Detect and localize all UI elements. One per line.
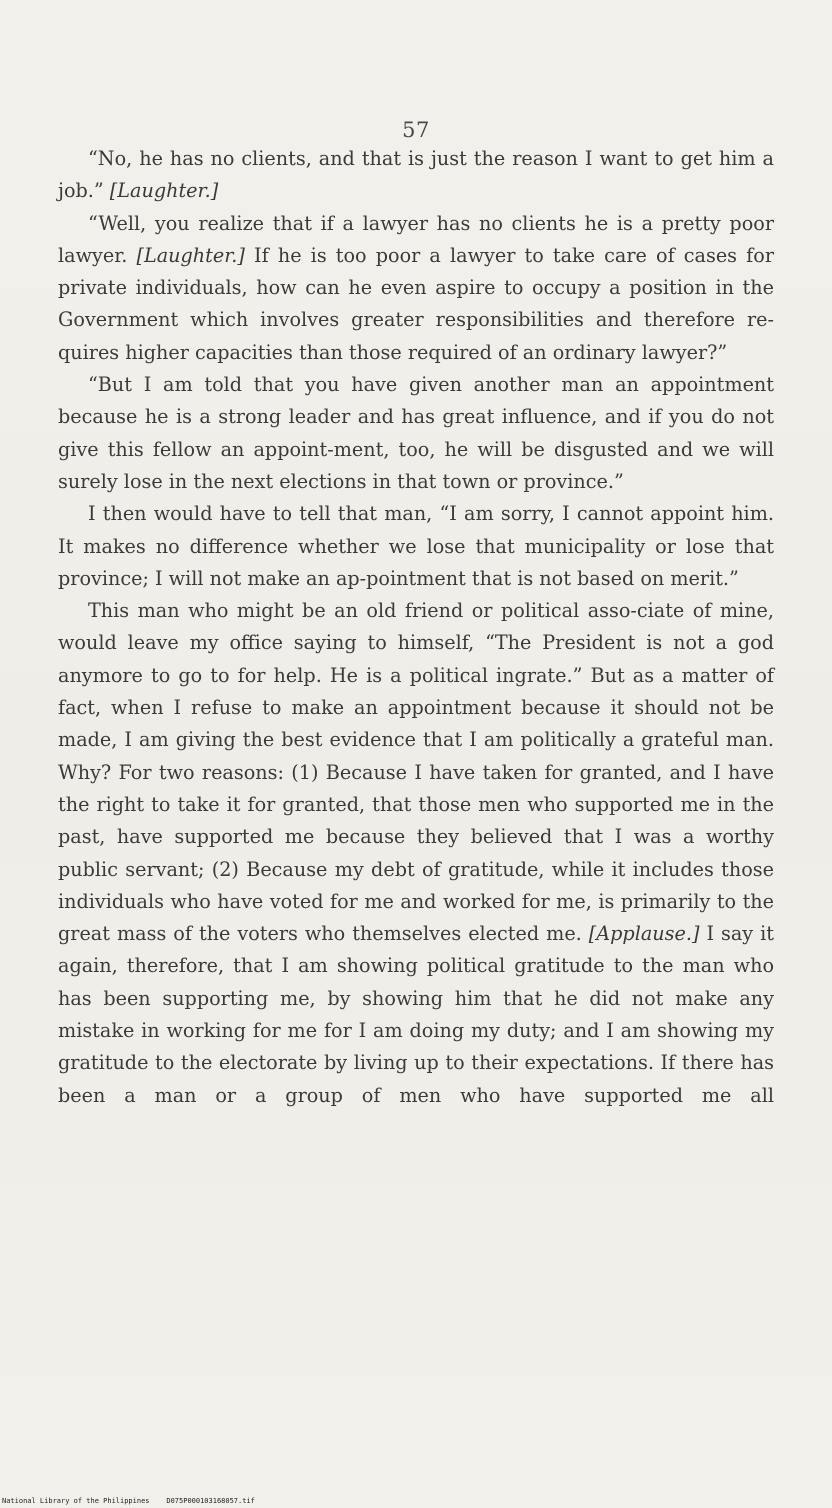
paragraph-2-stage-note: [Laughter.] — [136, 243, 245, 267]
paragraph-3-text: “But I am told that you have given another man an appointment because he is a strong leader and has great influence, and if you do not give this fellow an appoint-ment, too, he will be disgusted and we will surely lose in the next elections in that town or province.” — [58, 373, 774, 493]
paragraph-2 — [58, 208, 774, 369]
scan-footer — [2, 1497, 255, 1505]
paragraph-1-text: “No, he has no clients, and that is just the reason I want to get him a job.” — [58, 147, 774, 203]
paragraph-1 — [58, 143, 774, 208]
paragraph-1-stage-note: [Laughter.] — [109, 179, 219, 203]
footer-library: National Library of the Philippines — [2, 1497, 150, 1505]
page-number: 57 — [402, 118, 430, 142]
footer-file-id: D075P000103168057.tif — [166, 1497, 255, 1505]
paragraph-3 — [58, 369, 774, 498]
paragraph-4 — [58, 498, 774, 595]
paragraph-4-text: I then would have to tell that man, “I am sorry, I cannot appoint him. It makes no difference whether we lose that municipality or lose that province; I will not make an ap-pointment that is not based on merit.” — [58, 502, 774, 590]
paragraph-2-text-a: “Well, you realize that if a lawyer has no clients he is a pretty poor lawyer. — [58, 211, 774, 267]
paragraph-5 — [58, 595, 774, 1112]
page-body — [58, 143, 774, 1112]
paragraph-5-text-a: This man who might be an old friend or political asso-ciate of mine, would leave my office saying to himself, “The President is not a god anymore to go to for help. He is a political ingrate.” But as a matter of fact, when I refuse to make an appointment because it should not be made, I am giving the best evidence that I am politically a grateful man. Why? For two reasons: (1) Because I have taken for granted, and I have the right to take it for granted, that those men who supported me in the past, have supported me because they believed that I was a worthy public servant; (2) Because my debt of gratitude, while it includes those individuals who have voted for me and worked for me, is primarily to the great mass of the voters who themselves elected me. — [58, 599, 774, 946]
paragraph-5-stage-note: [Applause.] — [588, 922, 700, 946]
paragraph-5-text-b: I say it again, therefore, that I am showing political gratitude to the man who has been supporting me, by showing him that he did not make any mistake in working for me for I am doing my duty; and I am showing my gratitude to the electorate by living up to their expectations. If there has been a man or a group of men who have supported me all — [58, 922, 774, 1107]
paragraph-2-text-b: If he is too poor a lawyer to take care of cases for private individuals, how can he even aspire to occupy a position in the Government which involves greater responsibilities and therefore re-quires higher capacities than those required of an ordinary lawyer?” — [58, 243, 774, 364]
